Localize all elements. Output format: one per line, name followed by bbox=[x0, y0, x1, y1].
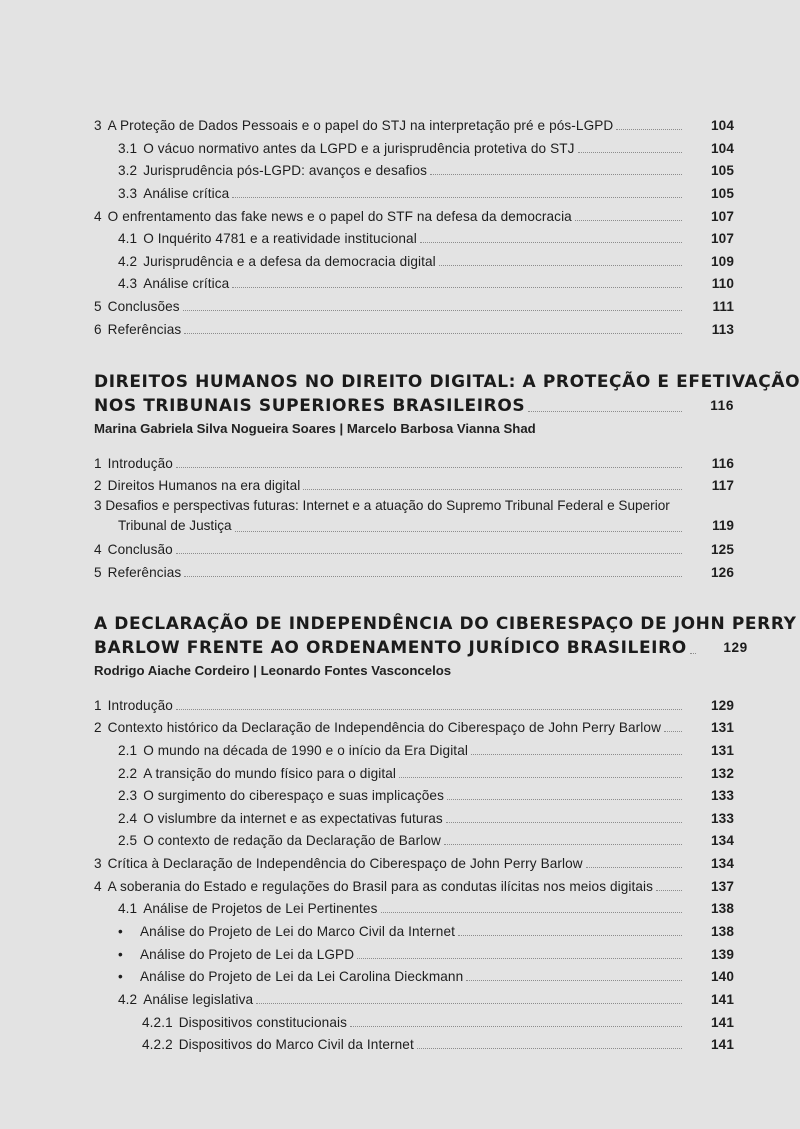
dot-leader bbox=[183, 309, 682, 311]
entry-number: 4.2 bbox=[118, 992, 138, 1007]
chapter-page: 116 bbox=[710, 398, 734, 413]
dot-leader bbox=[235, 530, 682, 532]
entry-title: Análise crítica bbox=[143, 186, 230, 201]
toc-entry[interactable] bbox=[94, 496, 734, 536]
dot-leader bbox=[528, 410, 682, 412]
dot-leader bbox=[176, 466, 682, 468]
dot-leader bbox=[303, 488, 682, 490]
dot-leader bbox=[350, 1025, 682, 1027]
entry-title: Crítica à Declaração de Independência do Ciberespaço de John Perry Barlow bbox=[107, 856, 583, 871]
chapter-page: 129 bbox=[723, 640, 748, 655]
entry-number: 4.1 bbox=[118, 231, 138, 246]
toc-entry[interactable] bbox=[94, 850, 734, 872]
entry-title: Análise de Projetos de Lei Pertinentes bbox=[143, 901, 378, 916]
entry-number: 1 bbox=[94, 698, 102, 713]
dot-leader bbox=[439, 264, 682, 266]
dot-leader bbox=[184, 332, 682, 334]
entry-title: A Proteção de Dados Pessoais e o papel do STJ na interpretação pré e pós-LGPD bbox=[107, 118, 614, 133]
entry-title: O enfrentamento das fake news e o papel do STF na defesa da democracia bbox=[107, 209, 572, 224]
entry-page: 141 bbox=[711, 992, 734, 1007]
entry-number: 2.3 bbox=[118, 788, 138, 803]
entry-page: 141 bbox=[711, 1015, 734, 1030]
toc-entry[interactable] bbox=[94, 450, 734, 472]
entry-page: 116 bbox=[711, 456, 734, 471]
dot-leader bbox=[399, 776, 682, 778]
entry-page: 104 bbox=[711, 141, 734, 156]
bullet-marker: • bbox=[118, 969, 123, 984]
toc-entry[interactable] bbox=[94, 714, 734, 736]
entry-page: 131 bbox=[711, 720, 734, 735]
entry-page: 117 bbox=[711, 478, 734, 493]
dot-leader bbox=[381, 911, 683, 913]
toc-entry[interactable] bbox=[118, 805, 734, 827]
dot-leader bbox=[616, 128, 682, 130]
dot-leader bbox=[447, 798, 682, 800]
dot-leader bbox=[690, 652, 696, 654]
dot-leader bbox=[444, 843, 682, 845]
dot-leader bbox=[586, 866, 682, 868]
entry-number: 3 bbox=[94, 856, 102, 871]
entry-number: 6 bbox=[94, 322, 102, 337]
entry-number: 4.1 bbox=[118, 901, 138, 916]
chapter-title-line: NOS TRIBUNAIS SUPERIORES BRASILEIROS bbox=[94, 396, 526, 416]
toc-entry[interactable] bbox=[118, 895, 734, 917]
toc-entry[interactable] bbox=[118, 986, 734, 1008]
entry-number: 3.2 bbox=[118, 163, 138, 178]
entry-number: 3.1 bbox=[118, 141, 138, 156]
entry-page: 134 bbox=[711, 856, 734, 871]
entry-page: 105 bbox=[711, 186, 734, 201]
dot-leader bbox=[176, 708, 682, 710]
entry-page: 131 bbox=[711, 743, 734, 758]
dot-leader bbox=[420, 241, 682, 243]
toc-entry[interactable] bbox=[118, 248, 734, 270]
toc-entry[interactable] bbox=[118, 827, 734, 849]
entry-number: 1 bbox=[94, 456, 102, 471]
chapter-title[interactable] bbox=[94, 612, 797, 660]
toc-entry[interactable] bbox=[118, 270, 734, 292]
toc-entry[interactable] bbox=[118, 963, 734, 985]
entry-number: 4 bbox=[94, 879, 102, 894]
entry-page: 133 bbox=[711, 811, 734, 826]
entry-page: 138 bbox=[711, 901, 734, 916]
entry-title: Análise crítica bbox=[143, 276, 230, 291]
entry-title: O vácuo normativo antes da LGPD e a jurisprudência protetiva do STJ bbox=[143, 141, 575, 156]
dot-leader bbox=[575, 219, 682, 221]
entry-page: 133 bbox=[711, 788, 734, 803]
toc-entry[interactable] bbox=[118, 225, 734, 247]
toc-entry[interactable] bbox=[118, 941, 734, 963]
entry-page: 126 bbox=[711, 565, 734, 580]
entry-page: 140 bbox=[711, 969, 734, 984]
chapter-authors: Marina Gabriela Silva Nogueira Soares | Marcelo Barbosa Vianna Shad bbox=[94, 421, 536, 436]
entry-title: A soberania do Estado e regulações do Brasil para as condutas ilícitas nos meios digitais bbox=[107, 879, 654, 894]
entry-title: Análise do Projeto de Lei do Marco Civil da Internet bbox=[140, 924, 456, 939]
entry-title: O contexto de redação da Declaração de Barlow bbox=[143, 833, 441, 848]
entry-number: 5 bbox=[94, 565, 102, 580]
entry-number: 5 bbox=[94, 299, 102, 314]
entry-page: 119 bbox=[712, 518, 734, 533]
dot-leader bbox=[232, 196, 682, 198]
toc-entry[interactable] bbox=[94, 203, 734, 225]
toc-entry[interactable] bbox=[118, 180, 734, 202]
entry-page: 138 bbox=[711, 924, 734, 939]
entry-title: Jurisprudência e a defesa da democracia digital bbox=[143, 254, 436, 269]
dot-leader bbox=[656, 889, 682, 891]
entry-number: 4 bbox=[94, 209, 102, 224]
entry-title: Desafios e perspectivas futuras: Internet e a atuação do Supremo Tribunal Federal e Superior bbox=[105, 498, 670, 513]
entry-title: Conclusões bbox=[107, 299, 180, 314]
entry-title: A transição do mundo físico para o digital bbox=[143, 766, 397, 781]
toc-entry[interactable] bbox=[142, 1009, 734, 1031]
toc-entry[interactable] bbox=[94, 873, 734, 895]
entry-page: 134 bbox=[711, 833, 734, 848]
entry-title-continued: Tribunal de Justiça bbox=[118, 518, 232, 533]
entry-title: O vislumbre da internet e as expectativas futuras bbox=[143, 811, 443, 826]
entry-page: 110 bbox=[711, 276, 734, 291]
entry-page: 139 bbox=[711, 947, 734, 962]
dot-leader bbox=[232, 286, 682, 288]
dot-leader bbox=[446, 821, 682, 823]
chapter-authors: Rodrigo Aiache Cordeiro | Leonardo Fontes Vasconcelos bbox=[94, 663, 452, 678]
toc-entry[interactable] bbox=[118, 737, 734, 759]
entry-number: 4.3 bbox=[118, 276, 138, 291]
entry-number: 4.2 bbox=[118, 254, 138, 269]
entry-page: 113 bbox=[711, 322, 734, 337]
toc-entry[interactable] bbox=[94, 536, 734, 558]
entry-number: 3.3 bbox=[118, 186, 138, 201]
dot-leader bbox=[176, 552, 682, 554]
bullet-marker: • bbox=[118, 947, 123, 962]
entry-page: 107 bbox=[711, 209, 734, 224]
chapter-title-line: BARLOW FRENTE AO ORDENAMENTO JURÍDICO BRASILEIRO bbox=[94, 638, 687, 658]
entry-title: Análise legislativa bbox=[143, 992, 254, 1007]
dot-leader bbox=[471, 753, 682, 755]
entry-title: Introdução bbox=[107, 456, 173, 471]
entry-title: O Inquérito 4781 e a reatividade institucional bbox=[143, 231, 417, 246]
entry-page: 105 bbox=[711, 163, 734, 178]
toc-entry[interactable] bbox=[118, 760, 734, 782]
dot-leader bbox=[184, 575, 682, 577]
dot-leader bbox=[417, 1047, 682, 1049]
dot-leader bbox=[578, 151, 682, 153]
entry-title: Análise do Projeto de Lei da LGPD bbox=[140, 947, 355, 962]
toc-entry[interactable] bbox=[94, 293, 734, 315]
entry-number: 3 bbox=[94, 118, 102, 133]
entry-title: Direitos Humanos na era digital bbox=[107, 478, 301, 493]
dot-leader bbox=[466, 979, 682, 981]
entry-page: 109 bbox=[711, 254, 734, 269]
entry-number: 4.2.1 bbox=[142, 1015, 173, 1030]
dot-leader bbox=[664, 730, 682, 732]
entry-title: Contexto histórico da Declaração de Independência do Ciberespaço de John Perry Barlow bbox=[107, 720, 662, 735]
bullet-marker: • bbox=[118, 924, 123, 939]
entry-number: 2.1 bbox=[118, 743, 138, 758]
entry-title: Análise do Projeto de Lei da Lei Carolina Dieckmann bbox=[140, 969, 464, 984]
toc-entry[interactable] bbox=[94, 472, 734, 494]
chapter-title[interactable] bbox=[94, 370, 800, 418]
entry-page: 132 bbox=[711, 766, 734, 781]
toc-entry[interactable] bbox=[94, 316, 734, 338]
entry-page: 104 bbox=[711, 118, 734, 133]
chapter-title-line: A DECLARAÇÃO DE INDEPENDÊNCIA DO CIBERESPAÇO DE JOHN PERRY bbox=[94, 614, 797, 634]
entry-number: 4.2.2 bbox=[142, 1037, 173, 1052]
toc-entry[interactable] bbox=[118, 918, 734, 940]
entry-title: Conclusão bbox=[107, 542, 173, 557]
entry-page: 107 bbox=[711, 231, 734, 246]
entry-number: 4 bbox=[94, 542, 102, 557]
entry-page: 111 bbox=[712, 299, 734, 314]
toc-entry[interactable] bbox=[94, 692, 734, 714]
toc-entry[interactable] bbox=[94, 559, 734, 581]
entry-number: 2.2 bbox=[118, 766, 138, 781]
toc-entry[interactable] bbox=[118, 157, 734, 179]
entry-number: 3 bbox=[94, 498, 102, 513]
toc-entry[interactable] bbox=[118, 782, 734, 804]
dot-leader bbox=[357, 957, 682, 959]
entry-title: O mundo na década de 1990 e o início da Era Digital bbox=[143, 743, 468, 758]
entry-page: 129 bbox=[711, 698, 734, 713]
toc-entry[interactable] bbox=[142, 1031, 734, 1053]
dot-leader bbox=[458, 934, 682, 936]
entry-title: O surgimento do ciberespaço e suas implicações bbox=[143, 788, 444, 803]
entry-title: Introdução bbox=[107, 698, 173, 713]
entry-page: 137 bbox=[711, 879, 734, 894]
entry-number: 2 bbox=[94, 478, 102, 493]
entry-page: 141 bbox=[711, 1037, 734, 1052]
entry-page: 125 bbox=[711, 542, 734, 557]
entry-title: Referências bbox=[107, 565, 182, 580]
entry-title: Dispositivos constitucionais bbox=[178, 1015, 347, 1030]
entry-number: 2.4 bbox=[118, 811, 138, 826]
entry-title: Dispositivos do Marco Civil da Internet bbox=[178, 1037, 414, 1052]
dot-leader bbox=[256, 1002, 682, 1004]
dot-leader bbox=[430, 173, 682, 175]
entry-title: Referências bbox=[107, 322, 182, 337]
toc-entry[interactable] bbox=[118, 135, 734, 157]
toc-entry[interactable] bbox=[94, 112, 734, 134]
entry-number: 2 bbox=[94, 720, 102, 735]
chapter-title-line: DIREITOS HUMANOS NO DIREITO DIGITAL: A PROTEÇÃO E EFETIVAÇÃO bbox=[94, 372, 800, 392]
entry-number: 2.5 bbox=[118, 833, 138, 848]
entry-title: Jurisprudência pós-LGPD: avanços e desafios bbox=[143, 163, 428, 178]
